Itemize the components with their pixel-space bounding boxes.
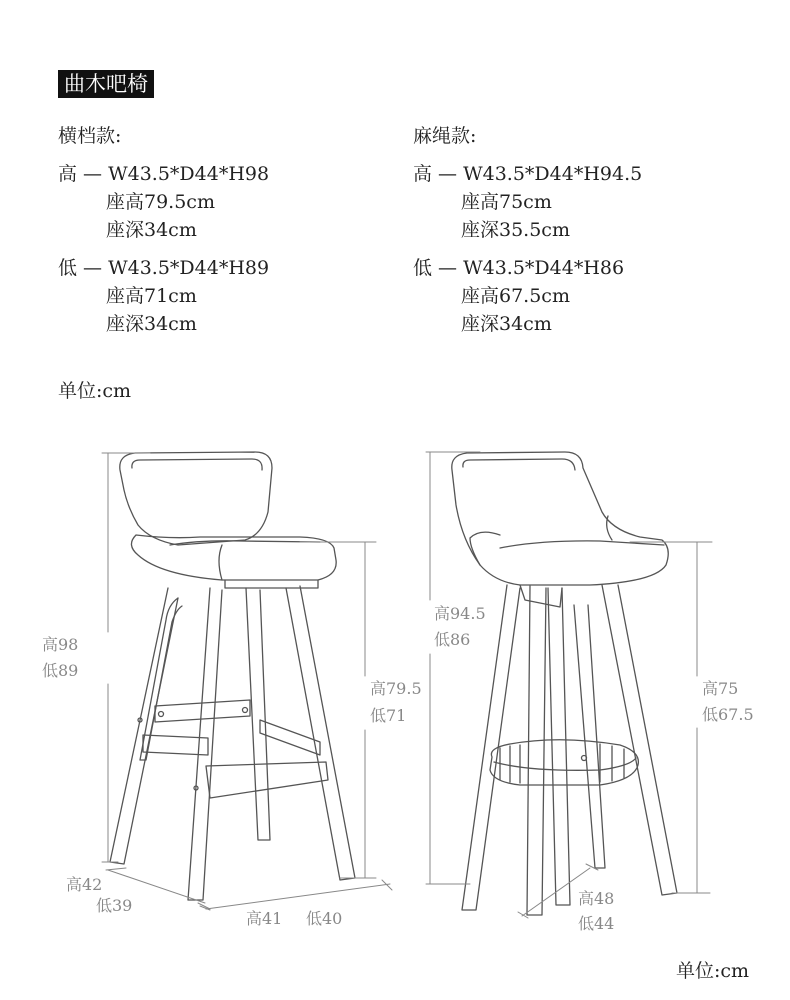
spec-low-seat-height: 座高71cm bbox=[106, 285, 197, 307]
spec-low-seat-depth: 座深34cm bbox=[461, 313, 552, 335]
spec-high-size: 高 — W43.5*D44*H98 bbox=[58, 163, 270, 185]
rope-chair-illustration bbox=[452, 452, 677, 915]
spec-low-size: 低 — W43.5*D44*H86 bbox=[413, 257, 625, 279]
crossbar-width-low: 低40 bbox=[306, 909, 343, 928]
crossbar-width-high: 高41 bbox=[246, 909, 283, 928]
crossbar-depth-low: 低39 bbox=[96, 896, 133, 915]
spec-high-seat-height: 座高79.5cm bbox=[106, 191, 215, 213]
spec-high-seat-depth: 座深35.5cm bbox=[461, 219, 570, 241]
spec-high-seat-height: 座高75cm bbox=[461, 191, 552, 213]
crossbar-total-low: 低89 bbox=[42, 661, 79, 680]
rope-depth-low: 低44 bbox=[578, 914, 615, 933]
spec-heading: 麻绳款: bbox=[413, 125, 477, 147]
crossbar-total-high: 高98 bbox=[42, 635, 79, 654]
rope-total-high: 高94.5 bbox=[434, 604, 486, 623]
crossbar-seat-high: 高79.5 bbox=[370, 679, 422, 698]
crossbar-depth-high: 高42 bbox=[66, 875, 103, 894]
unit-label-bottom: 单位:cm bbox=[676, 960, 750, 982]
unit-label-top: 单位:cm bbox=[58, 380, 132, 402]
rope-depth-high: 高48 bbox=[578, 889, 615, 908]
rope-seat-low: 低67.5 bbox=[702, 705, 754, 724]
crossbar-chair-illustration bbox=[110, 452, 355, 900]
spec-low-seat-height: 座高67.5cm bbox=[461, 285, 570, 307]
page-title: 曲木吧椅 bbox=[58, 70, 154, 98]
spec-high-size: 高 — W43.5*D44*H94.5 bbox=[413, 163, 643, 185]
rope-total-low: 低86 bbox=[434, 630, 471, 649]
spec-low-seat-depth: 座深34cm bbox=[106, 313, 197, 335]
rope-seat-high: 高75 bbox=[702, 679, 739, 698]
crossbar-seat-low: 低71 bbox=[370, 706, 407, 725]
spec-heading: 横档款: bbox=[58, 125, 122, 147]
spec-high-seat-depth: 座深34cm bbox=[106, 219, 197, 241]
spec-low-size: 低 — W43.5*D44*H89 bbox=[58, 257, 270, 279]
